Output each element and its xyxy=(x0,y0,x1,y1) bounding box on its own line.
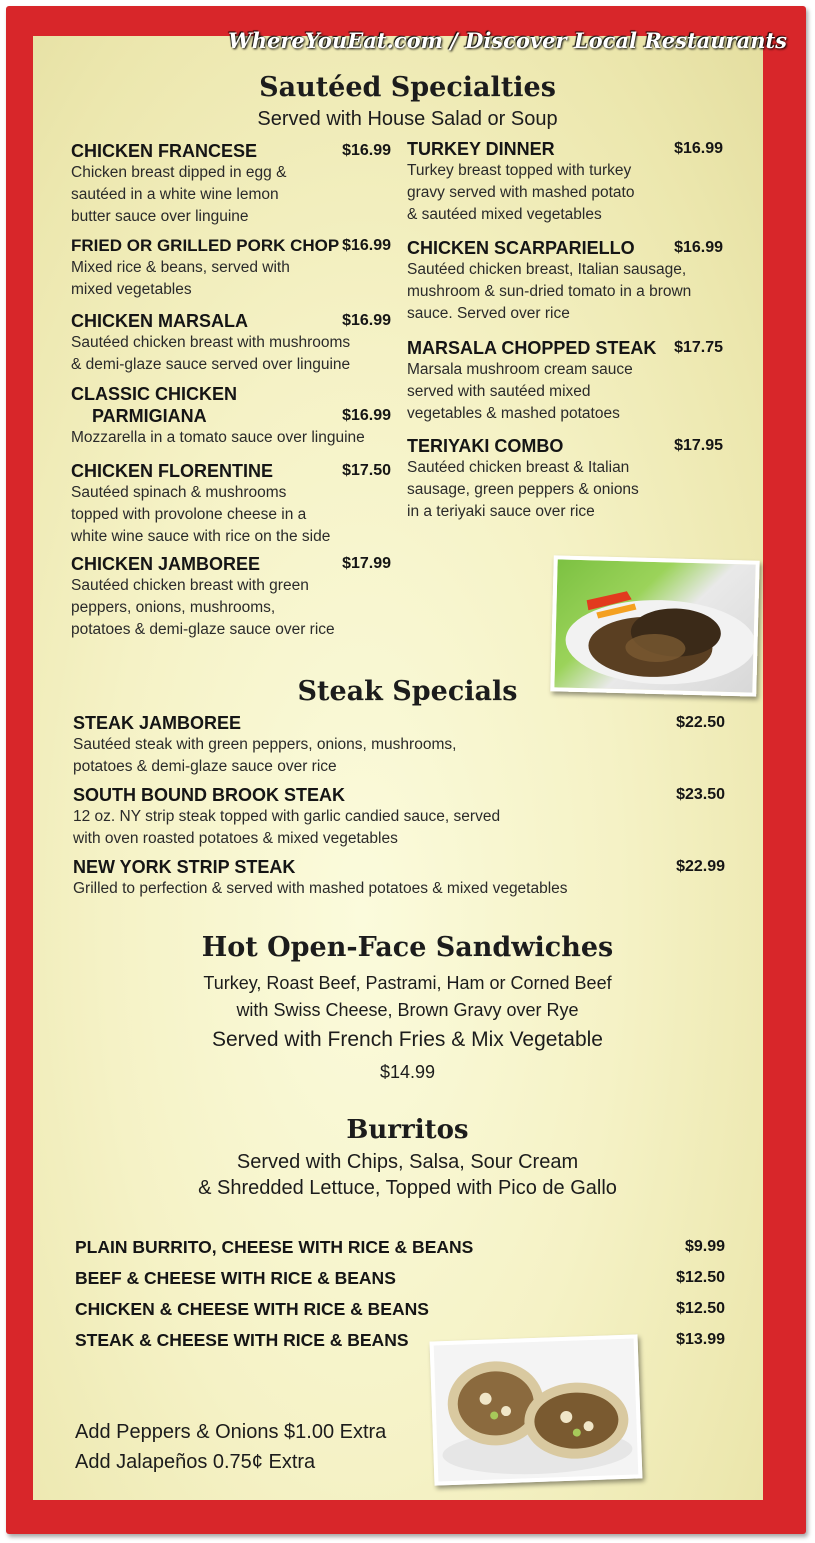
burrito-item xyxy=(75,1297,725,1321)
item-price: $13.99 xyxy=(676,1331,725,1348)
item-desc: 12 oz. NY strip steak topped with garlic candied sauce, served xyxy=(73,808,501,825)
item-desc: with oven roasted potatoes & mixed vegetables xyxy=(73,830,398,847)
item-name: CHICKEN JAMBOREE xyxy=(71,554,261,574)
item-desc: Turkey breast topped with turkey xyxy=(407,162,632,179)
menu-item xyxy=(73,856,725,900)
item-desc: & sautéed mixed vegetables xyxy=(407,206,602,223)
sandwiches-price: $14.99 xyxy=(379,1062,436,1082)
item-name: CHICKEN & CHEESE WITH RICE & BEANS xyxy=(75,1299,429,1319)
burrito-photo xyxy=(430,1334,643,1485)
watermark: WhereYouEat.com / Discover Local Restaurants xyxy=(228,28,787,53)
item-desc: Chicken breast dipped in egg & xyxy=(71,164,287,181)
item-desc: Sautéed steak with green peppers, onions, mushrooms, xyxy=(73,736,457,753)
burritos-line: Served with Chips, Salsa, Sour Cream xyxy=(236,1151,579,1173)
item-desc: Mozzarella in a tomato sauce over linguine xyxy=(71,429,365,446)
item-desc: white wine sauce with rice on the side xyxy=(71,528,331,545)
item-name: SOUTH BOUND BROOK STEAK xyxy=(73,785,346,805)
item-desc: topped with provolone cheese in a xyxy=(71,506,307,523)
item-price: $17.50 xyxy=(342,462,391,479)
item-price: $12.50 xyxy=(676,1300,725,1317)
sandwiches-title: Hot Open-Face Sandwiches xyxy=(201,932,614,963)
item-desc: vegetables & mashed potatoes xyxy=(407,405,620,422)
item-price: $16.99 xyxy=(342,237,391,254)
item-price: $16.99 xyxy=(342,312,391,329)
burritos-title: Burritos xyxy=(346,1115,469,1145)
burrito-item xyxy=(75,1235,725,1259)
item-name: PLAIN BURRITO, CHEESE WITH RICE & BEANS xyxy=(75,1237,474,1257)
sauteed-title: Sautéed Specialties xyxy=(259,72,556,103)
item-name: CHICKEN SCARPARIELLO xyxy=(407,238,635,258)
menu-item xyxy=(73,784,725,850)
item-desc: mixed vegetables xyxy=(71,281,192,298)
item-desc: butter sauce over linguine xyxy=(71,208,249,225)
item-price: $16.99 xyxy=(674,140,723,157)
item-name: CLASSIC CHICKEN xyxy=(71,384,238,404)
item-price: $22.50 xyxy=(676,714,725,731)
sandwiches-line: with Swiss Cheese, Brown Gravy over Rye xyxy=(236,1000,579,1020)
item-price: $12.50 xyxy=(676,1269,725,1286)
item-name: PARMIGIANA xyxy=(92,406,207,426)
item-desc: Mixed rice & beans, served with xyxy=(71,259,290,276)
item-name: TERIYAKI COMBO xyxy=(407,436,564,456)
menu-item xyxy=(407,337,723,425)
item-desc: gravy served with mashed potato xyxy=(407,184,635,201)
item-name: TURKEY DINNER xyxy=(407,139,555,159)
item-name: CHICKEN FLORENTINE xyxy=(71,461,273,481)
item-desc: Sautéed chicken breast with mushrooms xyxy=(71,334,351,351)
menu-item xyxy=(407,435,723,523)
item-desc: & demi-glaze sauce served over linguine xyxy=(71,356,351,373)
item-name: STEAK & CHEESE WITH RICE & BEANS xyxy=(75,1330,409,1350)
item-price: $9.99 xyxy=(684,1238,725,1255)
sauteed-subtitle: Served with House Salad or Soup xyxy=(257,108,558,130)
item-desc: sausage, green peppers & onions xyxy=(407,481,639,498)
burrito-illustration xyxy=(434,1339,639,1482)
item-price: $16.99 xyxy=(342,142,391,159)
item-desc: Sautéed spinach & mushrooms xyxy=(71,484,287,501)
item-price: $17.95 xyxy=(674,437,723,454)
item-desc: mushroom & sun-dried tomato in a brown xyxy=(407,283,692,300)
menu-item xyxy=(407,138,723,226)
menu-item xyxy=(407,237,723,325)
item-name: NEW YORK STRIP STEAK xyxy=(73,857,296,877)
burrito-item xyxy=(75,1266,725,1290)
item-price: $17.75 xyxy=(674,339,723,356)
item-price: $22.99 xyxy=(676,858,725,875)
item-price: $16.99 xyxy=(674,239,723,256)
item-desc: peppers, onions, mushrooms, xyxy=(71,599,276,616)
item-name: STEAK JAMBOREE xyxy=(73,713,242,733)
item-name: MARSALA CHOPPED STEAK xyxy=(407,338,657,358)
item-desc: potatoes & demi-glaze sauce over rice xyxy=(71,621,335,638)
item-desc: served with sautéed mixed xyxy=(407,383,591,400)
item-desc: potatoes & demi-glaze sauce over rice xyxy=(73,758,337,775)
chicken-dish-illustration xyxy=(554,559,755,692)
menu-item xyxy=(71,553,391,641)
menu-item xyxy=(71,310,391,376)
item-desc: sauce. Served over rice xyxy=(407,305,570,322)
burritos-line: & Shredded Lettuce, Topped with Pico de Gallo xyxy=(198,1177,617,1199)
item-name: CHICKEN FRANCESE xyxy=(71,141,258,161)
item-name: FRIED OR GRILLED PORK CHOP xyxy=(71,236,340,255)
steak-title: Steak Specials xyxy=(297,676,518,707)
item-desc: Marsala mushroom cream sauce xyxy=(407,361,633,378)
item-desc: sautéed in a white wine lemon xyxy=(71,186,279,203)
item-name: CHICKEN MARSALA xyxy=(71,311,248,331)
item-desc: Sautéed chicken breast, Italian sausage, xyxy=(407,261,687,278)
sandwiches-line: Turkey, Roast Beef, Pastrami, Ham or Corned Beef xyxy=(203,973,612,993)
item-desc: Grilled to perfection & served with mashed potatoes & mixed vegetables xyxy=(73,880,568,897)
sandwiches-line: Served with French Fries & Mix Vegetable xyxy=(211,1028,603,1051)
item-desc: in a teriyaki sauce over rice xyxy=(407,503,595,520)
extra-option: Add Peppers & Onions $1.00 Extra xyxy=(75,1421,387,1443)
item-desc: Sautéed chicken breast with green xyxy=(71,577,309,594)
item-price: $16.99 xyxy=(342,407,391,424)
item-price: $23.50 xyxy=(676,786,725,803)
item-desc: Sautéed chicken breast & Italian xyxy=(407,459,630,476)
menu-item xyxy=(71,383,391,449)
menu-item xyxy=(73,712,725,778)
menu-item xyxy=(71,460,391,548)
item-name: BEEF & CHEESE WITH RICE & BEANS xyxy=(75,1268,396,1288)
menu-item xyxy=(71,235,391,301)
menu-item xyxy=(71,140,391,228)
extra-option: Add Jalapeños 0.75¢ Extra xyxy=(75,1451,316,1473)
item-price: $17.99 xyxy=(342,555,391,572)
